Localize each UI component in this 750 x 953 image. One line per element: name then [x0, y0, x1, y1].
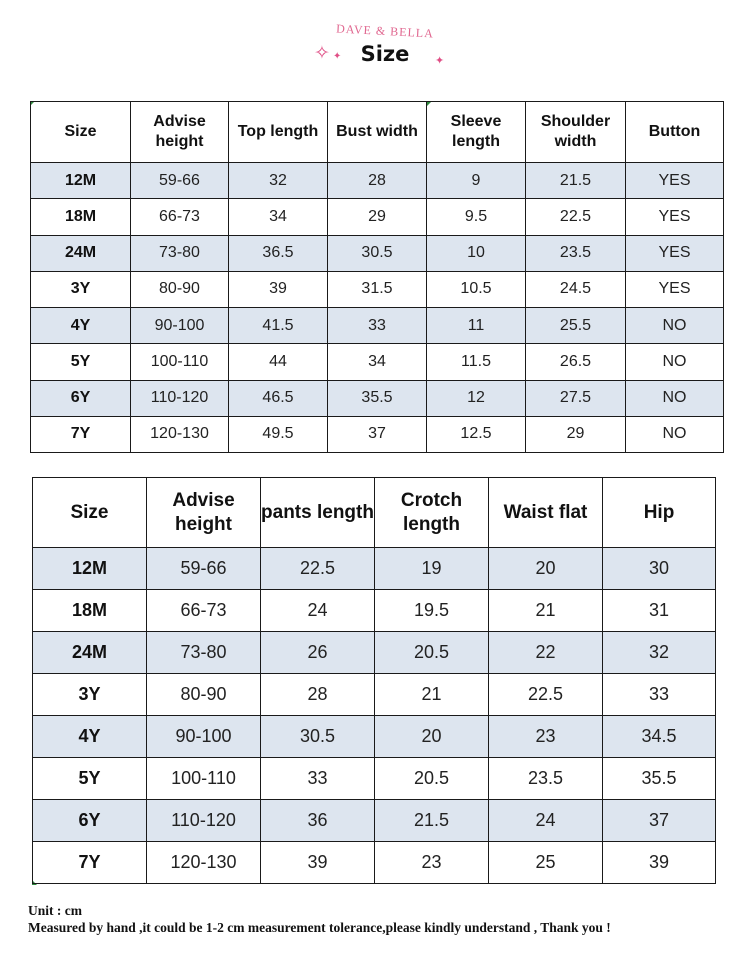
table-cell: 90-100 — [147, 716, 261, 758]
table-row — [31, 163, 724, 199]
table-cell: 59-66 — [147, 548, 261, 590]
table-row — [33, 632, 716, 674]
table-cell: 9 — [427, 163, 526, 199]
table-cell: 19 — [375, 548, 489, 590]
table-cell: 90-100 — [131, 308, 229, 344]
table-row — [33, 716, 716, 758]
unit-note: Unit : cm — [28, 903, 82, 918]
table-cell: NO — [626, 380, 724, 416]
table-row — [33, 548, 716, 590]
table-cell: 32 — [603, 632, 716, 674]
column-header: Hip — [603, 478, 716, 548]
column-header: Advise height — [147, 478, 261, 548]
column-header: Top length — [229, 102, 328, 163]
table-cell: 34 — [229, 199, 328, 235]
header — [0, 0, 750, 80]
table-cell: 46.5 — [229, 380, 328, 416]
table-cell: 100-110 — [147, 758, 261, 800]
table-cell: 59-66 — [131, 163, 229, 199]
table-cell: 34.5 — [603, 716, 716, 758]
table-header-row — [31, 102, 724, 163]
table-cell: 37 — [328, 416, 427, 452]
column-header: Size — [33, 478, 147, 548]
table-cell: 26 — [261, 632, 375, 674]
table-cell: 31 — [603, 590, 716, 632]
table-row — [33, 842, 716, 884]
table-cell: 37 — [603, 800, 716, 842]
table-cell: 34 — [328, 344, 427, 380]
table-cell: 12.5 — [427, 416, 526, 452]
table-cell: 30.5 — [328, 235, 427, 271]
table-cell: 22.5 — [261, 548, 375, 590]
table-cell: 3Y — [33, 674, 147, 716]
table-cell: 31.5 — [328, 271, 427, 307]
table-cell: 22.5 — [489, 674, 603, 716]
column-header: Sleeve length — [427, 102, 526, 163]
table-cell: NO — [626, 416, 724, 452]
table-cell: 23.5 — [526, 235, 626, 271]
table-cell: 29 — [328, 199, 427, 235]
table-cell: 4Y — [33, 716, 147, 758]
table-cell: 21.5 — [526, 163, 626, 199]
table-row — [31, 308, 724, 344]
table-cell: 30.5 — [261, 716, 375, 758]
bottom-size-table — [32, 477, 716, 884]
table-cell: 19.5 — [375, 590, 489, 632]
table-row — [33, 800, 716, 842]
table-cell: 18M — [33, 590, 147, 632]
sparkle-icon: ✧ — [314, 42, 330, 64]
table-cell: 11 — [427, 308, 526, 344]
table-cell: 24 — [261, 590, 375, 632]
table-cell: 18M — [31, 199, 131, 235]
table-cell: 7Y — [33, 842, 147, 884]
table-cell: 29 — [526, 416, 626, 452]
table-cell: 10 — [427, 235, 526, 271]
table-cell: YES — [626, 199, 724, 235]
table-cell: 22.5 — [526, 199, 626, 235]
table-row — [31, 199, 724, 235]
table-cell: 80-90 — [147, 674, 261, 716]
table-cell: 12M — [33, 548, 147, 590]
table-cell: 6Y — [33, 800, 147, 842]
table-cell: YES — [626, 235, 724, 271]
table-cell: 30 — [603, 548, 716, 590]
measurement-notes — [28, 902, 750, 936]
table-row — [31, 271, 724, 307]
table-cell: 27.5 — [526, 380, 626, 416]
table-cell: 24M — [31, 235, 131, 271]
table-cell: 33 — [328, 308, 427, 344]
table-cell: NO — [626, 308, 724, 344]
sparkle-small-icon: ✦ — [435, 54, 445, 67]
table-cell: 39 — [603, 842, 716, 884]
table-cell: 36.5 — [229, 235, 328, 271]
table-cell: 24.5 — [526, 271, 626, 307]
table-cell: 23 — [375, 842, 489, 884]
table-cell: NO — [626, 344, 724, 380]
table-cell: YES — [626, 271, 724, 307]
table-cell: 28 — [261, 674, 375, 716]
table-cell: 35.5 — [603, 758, 716, 800]
top-size-table — [30, 101, 724, 453]
column-header: Advise height — [131, 102, 229, 163]
table-cell: 20.5 — [375, 632, 489, 674]
column-header: Button — [626, 102, 724, 163]
table-cell: 24 — [489, 800, 603, 842]
table-cell: 20 — [489, 548, 603, 590]
table-row — [33, 674, 716, 716]
table-cell: 7Y — [31, 416, 131, 452]
table-cell: 9.5 — [427, 199, 526, 235]
table-cell: 5Y — [31, 344, 131, 380]
table-cell: 73-80 — [131, 235, 229, 271]
table-row — [31, 380, 724, 416]
table-cell: 24M — [33, 632, 147, 674]
table-row — [31, 344, 724, 380]
column-header: Bust width — [328, 102, 427, 163]
table-cell: 39 — [261, 842, 375, 884]
table-cell: 20.5 — [375, 758, 489, 800]
table-cell: 35.5 — [328, 380, 427, 416]
table-cell: 21.5 — [375, 800, 489, 842]
table-cell: 36 — [261, 800, 375, 842]
page-title: Size — [360, 42, 410, 66]
table-cell: 25.5 — [526, 308, 626, 344]
brand-logo: DAVE & BELLA — [335, 21, 435, 41]
sparkle-small-icon: ✦ — [333, 51, 342, 62]
table-cell: 20 — [375, 716, 489, 758]
table-cell: 11.5 — [427, 344, 526, 380]
table-cell: 28 — [328, 163, 427, 199]
table-cell: 10.5 — [427, 271, 526, 307]
table-cell: 25 — [489, 842, 603, 884]
table-cell: 33 — [603, 674, 716, 716]
table-cell: 21 — [375, 674, 489, 716]
table-cell: 120-130 — [147, 842, 261, 884]
table-cell: 12 — [427, 380, 526, 416]
table-row — [31, 235, 724, 271]
table-cell: 23 — [489, 716, 603, 758]
table-cell: 110-120 — [147, 800, 261, 842]
table-row — [31, 416, 724, 452]
table-cell: 41.5 — [229, 308, 328, 344]
table-cell: 80-90 — [131, 271, 229, 307]
table-cell: 4Y — [31, 308, 131, 344]
table-cell: 39 — [229, 271, 328, 307]
table-cell: 44 — [229, 344, 328, 380]
table-cell: 33 — [261, 758, 375, 800]
table-cell: 21 — [489, 590, 603, 632]
table-cell: 3Y — [31, 271, 131, 307]
table-cell: 110-120 — [131, 380, 229, 416]
table-cell: 26.5 — [526, 344, 626, 380]
column-header: Crotch length — [375, 478, 489, 548]
table-cell: 12M — [31, 163, 131, 199]
table-cell: 66-73 — [147, 590, 261, 632]
column-header: Size — [31, 102, 131, 163]
table-cell: 32 — [229, 163, 328, 199]
table-cell: 73-80 — [147, 632, 261, 674]
table-cell: 120-130 — [131, 416, 229, 452]
table-cell: 5Y — [33, 758, 147, 800]
column-header: Shoulder width — [526, 102, 626, 163]
tolerance-note: Measured by hand ,it could be 1-2 cm measurement tolerance,please kindly understand , Thank you ! — [28, 920, 611, 935]
table-cell: YES — [626, 163, 724, 199]
table-header-row — [33, 478, 716, 548]
table-cell: 22 — [489, 632, 603, 674]
table-cell: 49.5 — [229, 416, 328, 452]
column-header: pants length — [261, 478, 375, 548]
table-cell: 23.5 — [489, 758, 603, 800]
table-cell: 6Y — [31, 380, 131, 416]
table-row — [33, 590, 716, 632]
column-header: Waist flat — [489, 478, 603, 548]
table-row — [33, 758, 716, 800]
table-cell: 66-73 — [131, 199, 229, 235]
table-cell: 100-110 — [131, 344, 229, 380]
